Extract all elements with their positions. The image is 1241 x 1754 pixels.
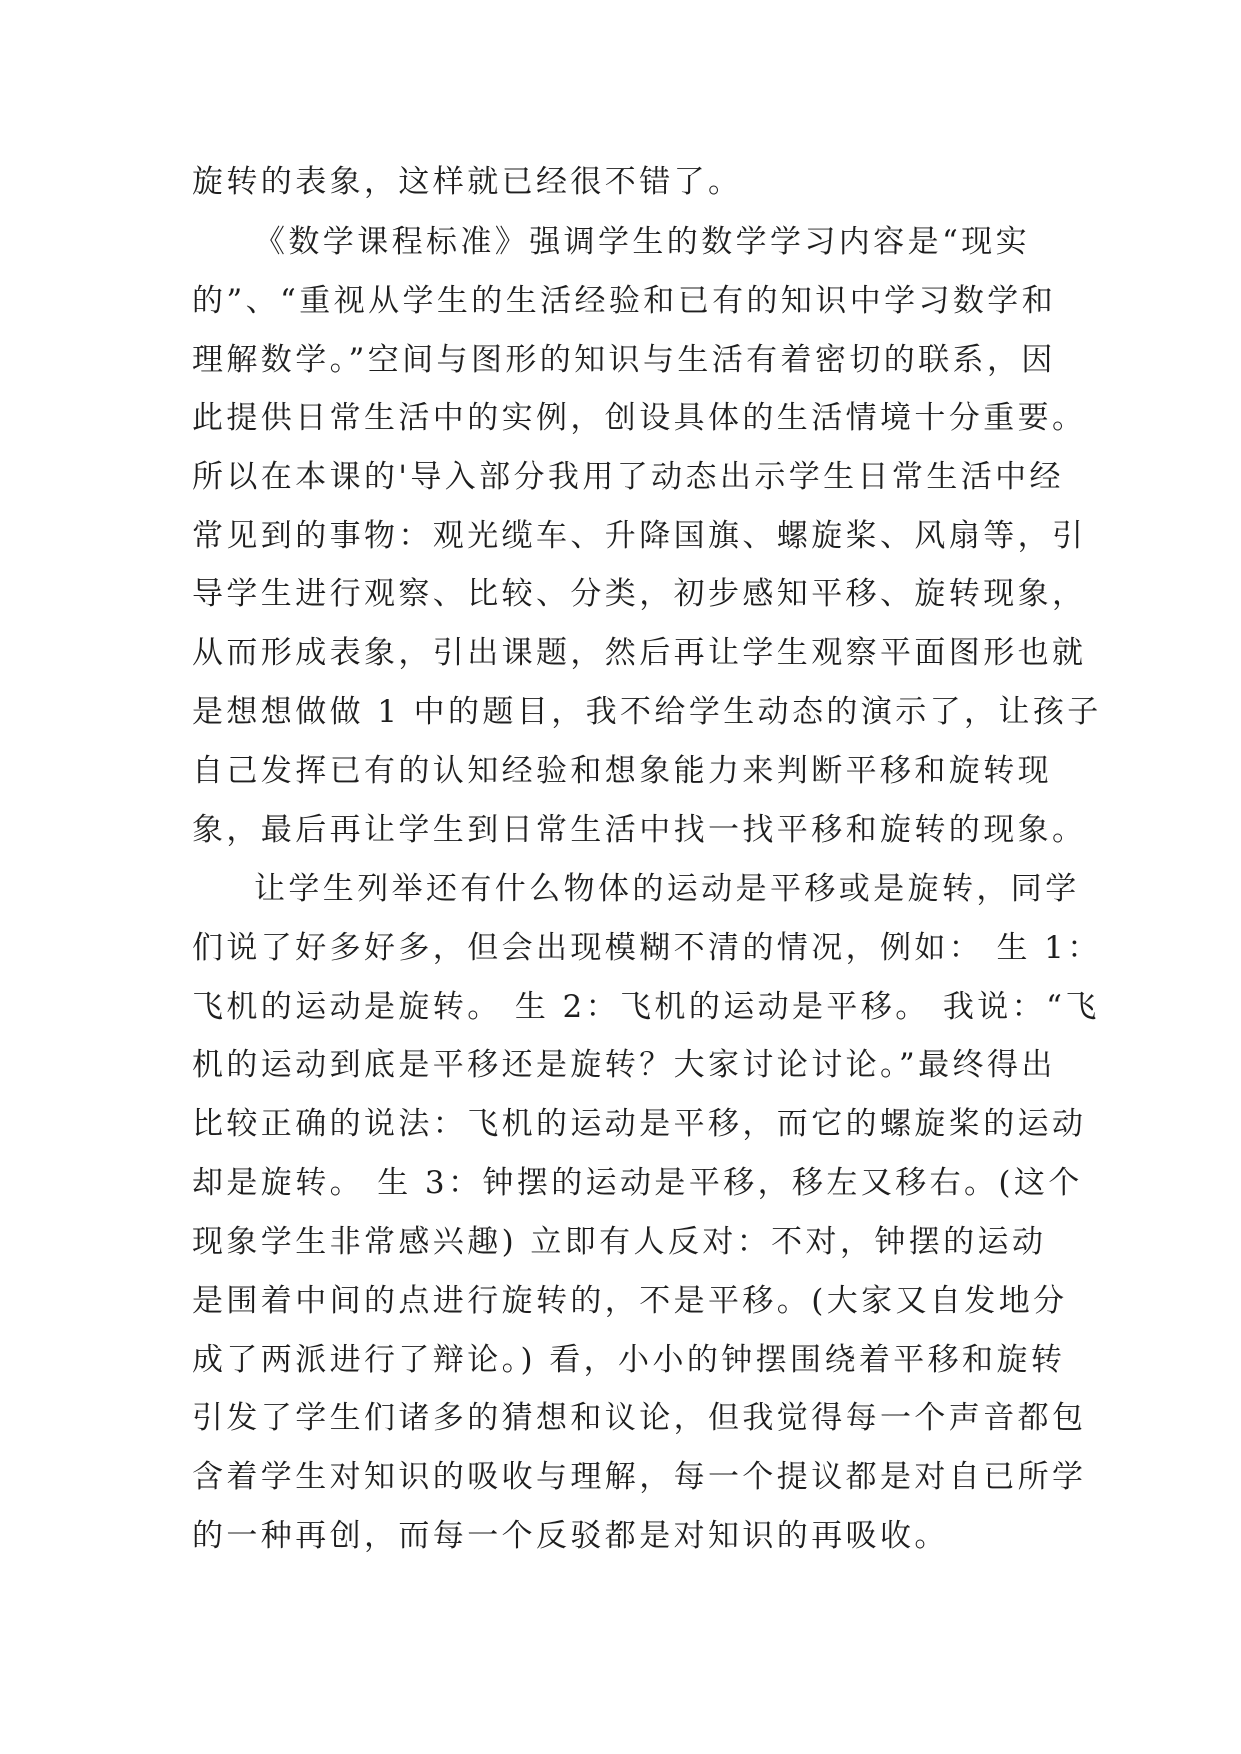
text-line: 机的运动到底是平移还是旋转？大家讨论讨论。”最终得出	[192, 1047, 1056, 1083]
text-line: 《数学课程标准》强调学生的数学学习内容是“现实	[254, 224, 1031, 260]
text-line: 理解数学。”空间与图形的知识与生活有着密切的联系，因	[192, 342, 1056, 378]
text-line: 自己发挥已有的认知经验和想象能力来判断平移和旋转现	[192, 753, 1052, 789]
text-line: 导学生进行观察、比较、分类，初步感知平移、旋转现象，	[192, 576, 1087, 612]
text-line: 成了两派进行了辩论。) 看，小小的钟摆围绕着平移和旋转	[192, 1342, 1066, 1378]
text-line: 所以在本课的'导入部分我用了动态出示学生日常生活中经	[192, 459, 1064, 495]
text-line: 引发了学生们诸多的猜想和议论，但我觉得每一个声音都包	[192, 1400, 1087, 1436]
text-line: 现象学生非常感兴趣) 立即有人反对：不对，钟摆的运动	[192, 1224, 1047, 1260]
text-line: 从而形成表象，引出课题，然后再让学生观察平面图形也就	[192, 635, 1087, 671]
text-line: 是想想做做 1 中的题目，我不给学生动态的演示了，让孩子	[192, 694, 1102, 730]
text-line: 象，最后再让学生到日常生活中找一找平移和旋转的现象。	[192, 812, 1087, 848]
text-line: 让学生列举还有什么物体的运动是平移或是旋转，同学	[254, 871, 1080, 907]
text-line: 的一种再创，而每一个反驳都是对知识的再吸收。	[192, 1518, 949, 1554]
text-line: 含着学生对知识的吸收与理解，每一个提议都是对自已所学	[192, 1459, 1087, 1495]
text-line: 旋转的表象，这样就已经很不错了。	[192, 164, 743, 200]
text-line: 的”、“重视从学生的生活经验和已有的知识中学习数学和	[192, 283, 1057, 319]
text-line: 常见到的事物：观光缆车、升降国旗、螺旋桨、风扇等，引	[192, 518, 1087, 554]
text-line: 是围着中间的点进行旋转的，不是平移。(大家又自发地分	[192, 1283, 1068, 1319]
text-line: 却是旋转。 生 3：钟摆的运动是平移，移左又移右。(这个	[192, 1165, 1083, 1201]
text-line: 飞机的运动是旋转。 生 2：飞机的运动是平移。 我说：“飞	[192, 989, 1100, 1025]
text-line: 们说了好多好多，但会出现模糊不清的情况，例如： 生 1：	[192, 930, 1102, 966]
text-line: 此提供日常生活中的实例，创设具体的生活情境十分重要。	[192, 400, 1087, 436]
text-line: 比较正确的说法：飞机的运动是平移，而它的螺旋桨的运动	[192, 1106, 1087, 1142]
